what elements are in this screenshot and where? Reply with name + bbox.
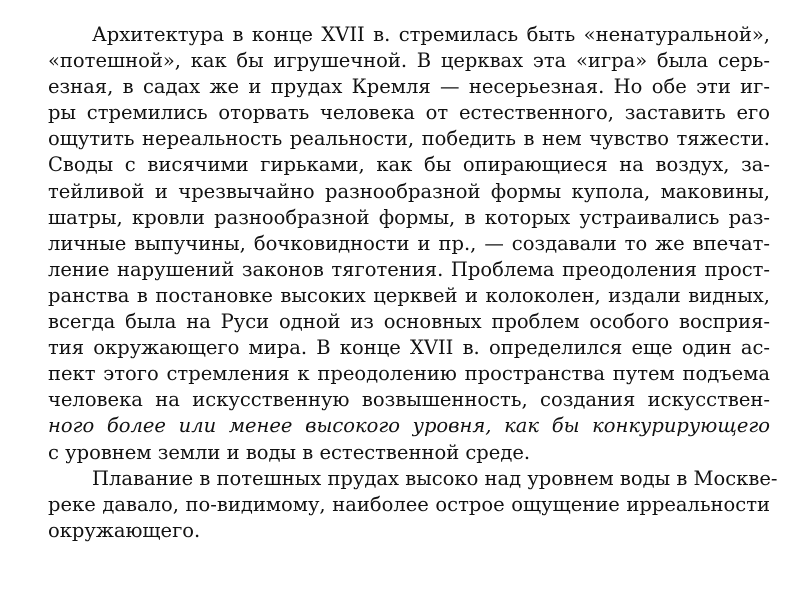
text-line: человека на искусственную возвышенность, создания искусствен- [48,388,770,412]
text-line: личные выпучины, бочковидности и пр., — создавали то же впечат- [48,231,770,255]
text-line: езная, в садах же и прудах Кремля — несерьезная. Но обе эти иг- [48,75,770,99]
text-line: «потешной», как бы игрушечной. В церквах эта «игра» была серь- [48,49,770,73]
text-line: с уровнем земли и воды в естественной среде. [48,440,531,464]
text-line: ление нарушений законов тяготения. Проблема преодоления прост- [48,257,770,281]
text-line: ощутить нереальность реальности, победить в нем чувство тяжести. [48,127,770,151]
text-line: окружающего. [48,518,201,542]
text-line: реке давало, по-видимому, наиболее острое ощущение ирреальности [48,492,770,516]
text-line: ры стремились оторвать человека от естественного, заставить его [48,101,770,125]
paragraph-1 [48,22,770,466]
text-line: Своды с висячими гирьками, как бы опирающиеся на воздух, за- [48,153,770,177]
paragraph-2 [48,466,778,544]
text-line: шатры, кровли разнообразной формы, в которых устраивались раз- [48,205,770,229]
text-line: Архитектура в конце XVII в. стремилась быть «ненатуральной», [92,23,770,46]
text-line: всегда была на Руси одной из основных проблем особого восприя- [48,310,770,334]
text-line: ранства в постановке высоких церквей и колоколен, издали видных, [48,283,770,307]
text-line-italic: ного более или менее высокого уровня, как бы конкурирующего [48,414,770,438]
text-line: Плавание в потешных прудах высоко над уровнем воды в Москве- [92,466,778,490]
text-line: пект этого стремления к преодолению пространства путем подъема [48,362,770,386]
text-line: тейливой и чрезвычайно разнообразной формы купола, маковины, [48,179,770,203]
document-page [48,22,778,544]
text-line: тия окружающего мира. В конце XVII в. определился еще один ас- [48,336,770,360]
